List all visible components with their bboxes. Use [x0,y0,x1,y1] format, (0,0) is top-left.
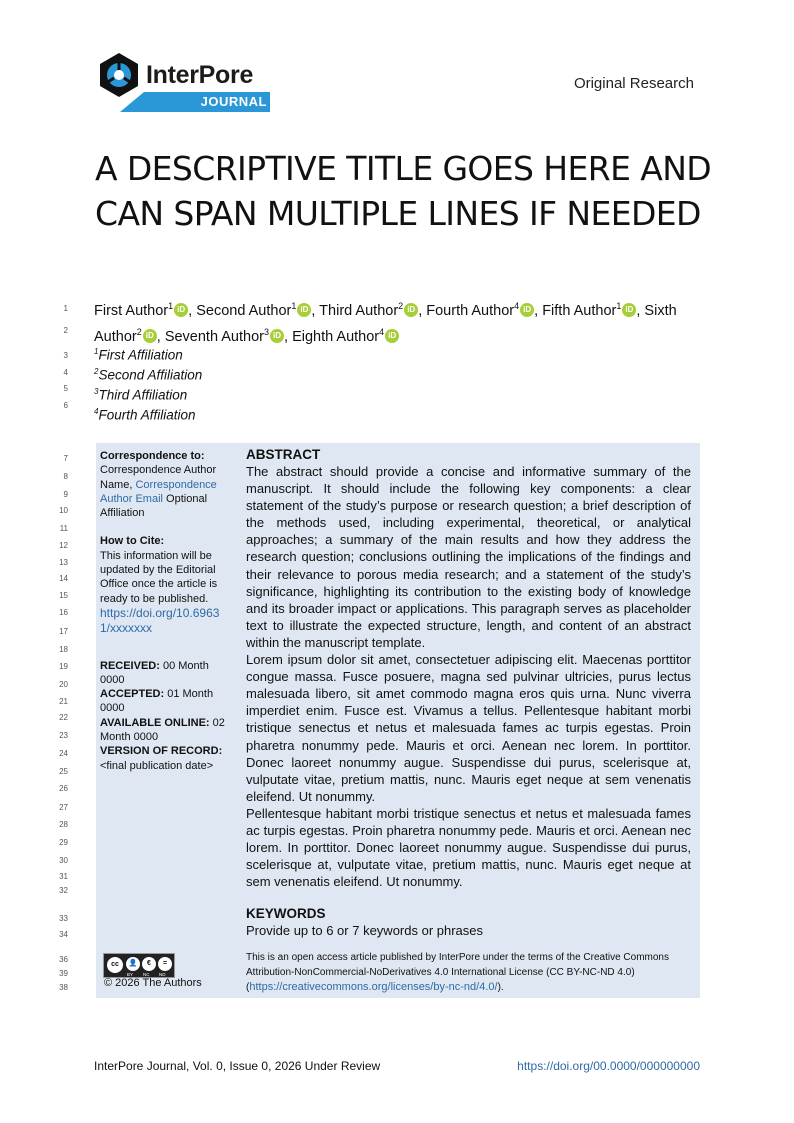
line-number: 15 [59,591,68,600]
orcid-icon[interactable]: iD [297,303,311,317]
line-number: 21 [59,697,68,706]
copyright-notice: © 2026 The Authors [104,977,202,989]
line-number: 38 [59,983,68,992]
line-number: 13 [59,558,68,567]
cc-by-nc-nd-badge[interactable] [103,953,175,978]
line-number: 33 [59,914,68,923]
author-name: Sixth Author [94,302,677,345]
orcid-icon[interactable]: iD [385,329,399,343]
footer-citation: InterPore Journal, Vol. 0, Issue 0, 2026 Under Review [94,1059,381,1073]
line-number: 31 [59,872,68,881]
footer-doi-link[interactable]: https://doi.org/00.0000/000000000 [517,1059,700,1073]
line-number: 3 [63,351,68,360]
article-info-sidebar [100,449,228,773]
abstract-section [246,446,691,890]
accepted-date: 01 Month 0000 [100,688,214,715]
logo-subtitle: JOURNAL [200,94,267,109]
abstract-paragraph-1: The abstract should provide a concise and informative summary of the manuscript. It should include the following key components: a clear statement of the study’s purpose or research question; a brief description of the methods used, including experimental, theoretical, or analytical approaches; a summary of the main results and how they address the research question; conclusions outlining the implications of the findings and their relevance to porous media research; and a statement of the study’s significance, highlighting its contribution to the existing body of knowledge and its broader impact or applications. This paragraph serves as placeholder text to illustrate the expected structure, length, and content of an abstract within the manuscript template. [246,464,691,650]
author-affiliation-marker: 3 [263,326,269,337]
author-affiliation-marker: 1 [616,301,622,311]
author-name: Third Author [319,302,399,319]
author-separator: , [156,328,165,345]
line-number: 28 [59,820,68,829]
line-number: 7 [63,454,68,463]
orcid-icon[interactable]: iD [520,303,534,317]
license-text: This is an open access article published by InterPore under the terms of the Creative Commons Attribution-NonCommercial-NoDerivatives 4.0 International License (CC BY-NC-ND 4.0) ( [246,952,669,993]
cc-nd-icon: = [157,956,173,972]
author-separator: , [284,328,293,345]
author-list [94,296,706,348]
affiliation-item: $^4$Fourth Affiliation [94,407,196,423]
orcid-icon[interactable]: iD [270,329,284,343]
cite-heading: How to Cite: [100,535,165,548]
how-to-cite-block [100,534,228,636]
orcid-icon[interactable]: iD [404,303,418,317]
journal-logo [98,52,273,114]
author-name: Fourth Author [426,302,515,319]
line-number: 1 [63,304,68,313]
line-number: 9 [63,490,68,499]
author-affiliation-marker: 4 [379,326,385,337]
cite-doi-link[interactable]: https://doi.org/10.69631/xxxxxxx [100,605,220,636]
affiliation-item: $^1$First Affiliation [94,347,183,363]
line-number: 29 [59,838,68,847]
line-number: 11 [59,524,68,533]
author-separator: , [636,302,645,319]
author-affiliation-marker: 1 [168,301,174,311]
line-number: 12 [59,541,68,550]
author-separator: , [188,302,197,319]
correspondence-email-link[interactable]: Correspondence Author Email [100,478,217,505]
cc-by-label: BY [127,972,134,977]
line-number: 25 [59,767,68,776]
version-of-record-label: VERSION OF RECORD: [100,745,223,758]
line-number: 34 [59,930,68,939]
dates-block [100,659,228,773]
author-separator: , [418,302,427,319]
line-number: 8 [63,472,68,481]
author-affiliation-marker: 4 [514,301,520,311]
line-number: 6 [63,401,68,410]
correspondence-heading: Correspondence to: [100,450,205,462]
line-number: 16 [59,608,68,617]
accepted-label: ACCEPTED: [100,688,165,701]
orcid-icon[interactable]: iD [622,303,636,317]
license-url-link[interactable]: https://creativecommons.org/licenses/by-nc-nd/4.0/ [249,981,498,993]
line-number: 27 [59,803,68,812]
correspondence-affiliation: Optional Affiliation [100,492,208,520]
keywords-text: Provide up to 6 or 7 keywords or phrases [246,923,484,938]
article-type: Original Research [573,75,694,92]
line-number: 32 [59,886,68,895]
abstract-heading: ABSTRACT [246,447,321,462]
line-number: 5 [63,384,68,393]
orcid-icon[interactable]: iD [174,303,188,317]
author-name: Eighth Author [292,328,380,345]
affiliation-item: $^2$Second Affiliation [94,367,203,383]
line-number: 20 [59,680,68,689]
line-number: 36 [59,955,68,964]
keywords-section [246,905,691,939]
author-separator: , [534,302,543,319]
cc-nc-label: NC [143,972,150,977]
interpore-logo-icon [98,52,140,98]
line-number: 39 [59,969,68,978]
affiliation-list [94,344,202,424]
affiliation-item: $^3$Third Affiliation [94,387,188,403]
orcid-icon[interactable]: iD [143,329,157,343]
line-number: 19 [59,662,68,671]
logo-wordmark: InterPore [146,61,254,89]
license-statement [246,950,696,995]
abstract-paragraph-3: Pellentesque habitant morbi tristique senectus et netus et malesuada fames ac turpis egestas. Proin pharetra nonummy pede. Mauris et orci. Aenean nec lorem. In porttitor. Donec laoreet nonummy augue. Suspendisse dui purus, scelerisque at, vulputate vitae, pretium mattis, nunc. Mauris eget neque at sem venenatis eleifend. Ut nonummy. [246,805,691,890]
cc-icon: cc [106,956,124,974]
author-affiliation-marker: 1 [291,301,297,311]
line-number: 14 [59,574,68,583]
cc-by-icon: 👤 [125,956,141,972]
author-affiliation-marker: 2 [398,301,404,311]
received-date: 00 Month 0000 [100,659,209,686]
line-number: 22 [59,713,68,722]
available-online-date: 02 Month 0000 [100,716,225,744]
abstract-paragraph-2: Lorem ipsum dolor sit amet, consectetuer adipiscing elit. Maecenas porttitor congue massa. Fusce posuere, magna sed pulvinar ultricies, purus lectus malesuada libero, sit amet commodo magna eros quis urna. Nunc viverra imperdiet enim. Fusce est. Vivamus a tellus. Pellentesque habitant morbi tristique senectus et netus et malesuada fames ac turpis egestas. Proin pharetra nonummy pede. Mauris et orci. Aenean nec lorem. In porttitor. Donec laoreet nonummy augue. Suspendisse dui purus, scelerisque at, vulputate vitae, pretium mattis, nunc. Mauris eget neque at sem venenatis eleifend. Ut nonummy. [246,652,691,804]
cc-nc-icon: € [141,956,157,972]
line-number: 2 [63,326,68,335]
cc-nd-label: ND [159,972,166,977]
author-affiliation-marker: 2 [136,326,142,337]
received-label: RECEIVED: [100,659,160,672]
author-name: Seventh Author [164,328,264,345]
line-number: 18 [59,645,68,654]
line-number: 17 [59,627,68,636]
keywords-heading: KEYWORDS [246,906,326,921]
author-separator: , [311,302,320,319]
author-name: Fifth Author [542,302,617,319]
available-online-label: AVAILABLE ONLINE: [100,716,210,729]
paper-title: A DESCRIPTIVE TITLE GOES HERE AND CAN SPAN MULTIPLE LINES IF NEEDED [95,149,712,233]
correspondence-name: Correspondence Author Name, [100,464,217,491]
author-name: Second Author [196,302,292,319]
line-number: 30 [59,856,68,865]
correspondence-block [100,449,228,520]
line-number: 26 [59,784,68,793]
line-number: 4 [63,368,68,377]
cite-text: This information will be updated by the Editorial Office once the article is ready to be published. [100,549,218,605]
line-number: 10 [59,506,68,515]
version-of-record-date: <final publication date> [100,759,214,772]
line-number: 23 [59,731,68,740]
author-name: First Author [94,302,169,319]
license-suffix: ). [497,982,504,993]
line-number: 24 [59,749,68,758]
